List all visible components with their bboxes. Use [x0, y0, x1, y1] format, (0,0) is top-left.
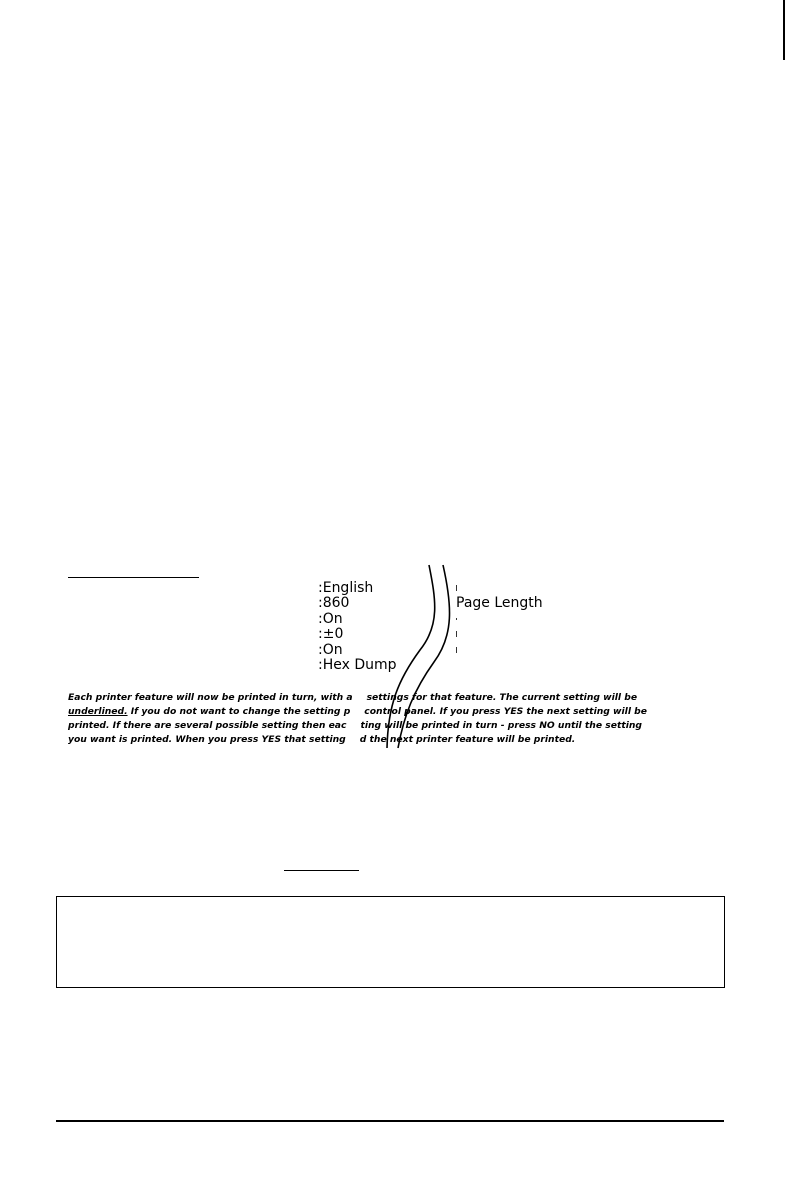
paragraph-line-1: [68, 691, 738, 705]
title-rule: [68, 577, 199, 578]
settings-values-column: [318, 581, 397, 673]
page-edge-mark: [783, 0, 785, 60]
underlined-word: underlined.: [68, 706, 128, 717]
setting-value-hex-dump: :Hex Dump: [318, 657, 397, 674]
paragraph-line-4: [68, 733, 738, 747]
page-length-label: Page Length: [456, 595, 543, 612]
line1-right: settings for that feature. The current setting will be: [366, 692, 638, 703]
settings-labels-column: [456, 581, 543, 658]
instructions-paragraph: [68, 691, 738, 747]
line1-left: Each printer feature will now be printed in turn, with a: [68, 692, 353, 703]
footer-rule: [56, 1120, 724, 1122]
label-fragment-4: [456, 627, 543, 642]
label-fragment-3: [456, 612, 543, 627]
setting-value-on-2: :On: [318, 641, 343, 658]
setting-value-on-1: :On: [318, 610, 343, 627]
line3-right: ting will be printed in turn - press NO until the setting: [360, 720, 643, 731]
line4-right: d the next printer feature will be printed.: [359, 734, 576, 745]
setting-value-code-page: :860: [318, 595, 350, 612]
setting-value-offset: :±0: [318, 626, 344, 643]
label-fragment-1: [456, 581, 543, 596]
line2-left: If you do not want to change the setting p: [127, 706, 351, 717]
line3-left: printed. If there are several possible setting then eac: [68, 720, 347, 731]
line4-left: you want is printed. When you press YES that setting: [68, 734, 346, 745]
setting-value-language: :English: [318, 580, 374, 596]
paragraph-line-2: [68, 705, 738, 719]
note-box: [56, 896, 725, 988]
label-fragment-5: [456, 643, 543, 658]
line2-right: control panel. If you press YES the next setting will be: [364, 706, 647, 717]
paragraph-line-3: [68, 719, 738, 733]
section-rule: [284, 870, 359, 871]
